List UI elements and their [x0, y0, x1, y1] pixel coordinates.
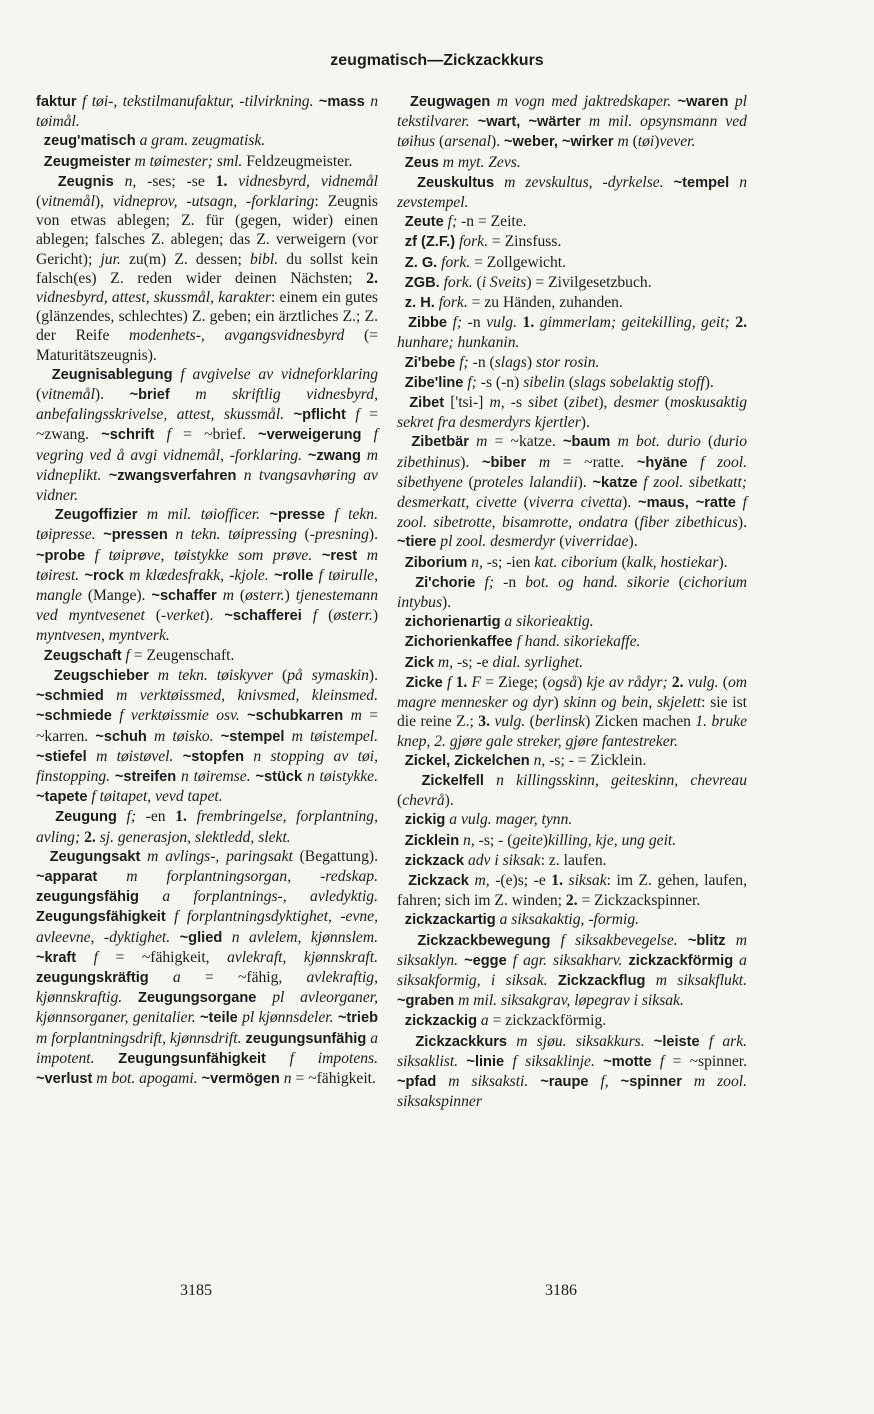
page-header: zeugmatisch—Zickzackkurs — [330, 52, 544, 69]
left-column — [36, 92, 378, 1089]
dictionary-entry: Zeugwagen m vogn med jaktredskaper. ~waren pl tekstilvarer. ~wart, ~wärter m mil. opsynsmann ved tøihus (arsenal). ~weber, ~wirker m (tøi)vever. — [397, 93, 747, 151]
dictionary-entry: Zickzack m, -(e)s; -e 1. siksak: im Z. gehen, laufen, fahren; sich im Z. winden; 2. = Zickzackspinner. — [397, 871, 747, 910]
dictionary-entry: Zeugschaft f = Zeugenschaft. — [43, 646, 235, 664]
dictionary-entry: Ziborium n, -s; -ien kat. ciborium (kalk, hostiekar). — [404, 553, 728, 571]
dictionary-entry: Zeuskultus m zevskultus, -dyrkelse. ~tempel n zevstempel. — [397, 173, 748, 212]
dictionary-entry: Zi'bebe f; -n (slags) stor rosin. — [404, 353, 600, 371]
dictionary-entry: faktur f tøi-, tekstilmanufaktur, -tilvirkning. ~mass n tøimål. — [36, 93, 378, 131]
right-column — [397, 92, 747, 1111]
dictionary-entry: Zeugnis n, -ses; -se 1. vidnesbyrd, vidnemål (vitnemål), vidneprov, -utsagn, -forklaring: Zeugnis von etwas ablegen; Z. für (gegen, wider) einen ablegen; falsches Z. ablegen; das Z. verweigern (vor Gericht); jur. zu(m) Z. dessen; bibl. du sollst kein falsch(es) Z. reden wider deinen Nächsten; 2. vidnesbyrd, attest, skussmål, karakter: einem ein gutes (glänzendes, schlechtes) Z. geben; ein ärztliches Z.; Z. der Reife modenhets-, avgangsvidnesbyrd (= Maturitätszeugnis). — [36, 172, 378, 364]
dictionary-entry: Zeus m myt. Zevs. — [404, 153, 521, 171]
dictionary-entry: Zick m, -s; -e dial. syrlighet. — [404, 653, 584, 671]
dictionary-entry: Zibet ['tsi-] m, -s sibet (zibet), desmer (moskusaktig sekret fra desmerdyrs kjertler). — [397, 394, 748, 432]
dictionary-entry: Zickelfell n killingsskinn, geiteskinn, chevreau (chevrå). — [397, 771, 747, 810]
dictionary-entry: zickzackartig a siksakaktig, -formig. — [404, 911, 640, 929]
dictionary-entry: Zeugoffizier m mil. tøiofficer. ~presse f tekn. tøipresse. ~pressen n tekn. tøipressing (-presning). ~probe f tøiprøve, tøistykke som prøve. ~rest m tøirest. ~rock m klædesfrakk, -kjole. ~rolle f tøirulle, mangle (Mange). ~schaffer m (østerr.) tjenestemann ved myntvesenet (-verket). ~schafferei f (østerr.) myntvesen, myntverk. — [36, 506, 379, 645]
dictionary-entry: Zeugschieber m tekn. tøiskyver (på symaskin). ~schmied m verktøissmed, knivsmed, kleinsmed. ~schmiede f verktøissmie osv. ~schubkarren m = ~karren. ~schuh m tøisko. ~stempel m tøistempel. ~stiefel m tøistøvel. ~stopfen n stopping av tøi, finstopping. ~streifen n tøiremse. ~stück n tøistykke. ~tapete f tøitapet, vevd tapet. — [36, 666, 379, 806]
dictionary-entry: Zi'chorie f; -n bot. og hand. sikorie (cichorium intybus). — [397, 573, 748, 612]
dictionary-entry: Zeute f; -n = Zeite. — [404, 213, 527, 231]
dictionary-entry: Zeugung f; -en 1. frembringelse, forplantning, avling; 2. sj. generasjon, slektledd, slekt. — [36, 808, 379, 846]
dictionary-entry: zickig a vulg. mager, tynn. — [404, 811, 573, 829]
dictionary-entry: z. H. fork. = zu Händen, zuhanden. — [404, 294, 623, 312]
dictionary-entry: ZGB. fork. (i Sveits) = Zivilgesetzbuch. — [404, 273, 652, 291]
dictionary-entry: Zickzackbewegung f siksakbevegelse. ~blitz m siksaklyn. ~egge f agr. siksakharv. zickzackförmig a siksakformig, i siksak. Zickzackflug m siksakflukt. ~graben m mil. siksakgrav, løpegrav i siksak. — [397, 931, 748, 1010]
dictionary-entry: Zibbe f; -n vulg. 1. gimmerlam; geitekilling, geit; 2. hunhare; hunkanin. — [397, 314, 748, 352]
dictionary-entry: Zibe'line f; -s (-n) sibelin (slags sobelaktig stoff). — [404, 373, 714, 391]
dictionary-entry: zf (Z.F.) fork. = Zinsfuss. — [404, 233, 562, 251]
dictionary-entry: Zeugungsakt m avlings-, paringsakt (Begattung). ~apparat m forplantningsorgan, -redskap. zeugungsfähig a forplantnings-, avledyktig. Zeugungsfähigkeit f forplantningsdyktighet, -evne, avleevne, -dyktighet. ~glied n avlelem, kjønnslem. ~kraft f = ~fähigkeit, avlekraft, kjønnskraft. zeugungskräftig a = ~fähig, avlekraftig, kjønnskraftig. Zeugungsorgane pl avleorganer, kjønnsorganer, genitalier. ~teile pl kjønnsdeler. ~trieb m forplantningsdrift, kjønnsdrift. zeugungsunfähig a impotent. Zeugungsunfähigkeit f impotens. ~verlust m bot. apogami. ~vermögen n = ~fähigkeit. — [36, 847, 379, 1087]
dictionary-entry: Zickel, Zickelchen n, -s; - = Zicklein. — [404, 751, 647, 769]
dictionary-entry: zeug'matisch a gram. zeugmatisk. — [43, 132, 266, 150]
page-number-right: 3186 — [545, 1282, 577, 1299]
dictionary-entry: Zichorienkaffee f hand. sikoriekaffe. — [404, 633, 641, 651]
dictionary-entry: Zicke f 1. F = Ziege; (også) kje av rådyr; 2. vulg. (om magre mennesker og dyr) skinn og bein, skjelett: sie ist die reine Z.; 3. vulg. (berlinsk) Zicken machen 1. bruke knep, 2. gjøre gale streker, gjøre fantestreker. — [397, 673, 748, 750]
dictionary-entry: Zickzackkurs m sjøu. siksakkurs. ~leiste f ark. siksaklist. ~linie f siksaklinje. ~motte f = ~spinner. ~pfad m siksaksti. ~raupe f, ~spinner m zool. siksakspinner — [397, 1032, 748, 1111]
dictionary-entry: zickzackig a = zickzackförmig. — [404, 1012, 607, 1030]
dictionary-entry: Zeugmeister m tøimester; sml. Feldzeugmeister. — [43, 152, 353, 170]
dictionary-entry: zickzack adv i siksak: z. laufen. — [404, 851, 607, 869]
dictionary-entry: Zibetbär m = ~katze. ~baum m bot. durio (durio zibethinus). ~biber m = ~ratte. ~hyäne f zool. sibethyene (proteles lalandii). ~katze f zool. sibetkatt; desmerkatt, civette (viverra civetta). ~maus, ~ratte f zool. sibetrotte, bisamrotte, ondatra (fiber zibethicus). ~tiere pl zool. desmerdyr (viverridae). — [397, 433, 748, 551]
dictionary-entry: zichorienartig a sikorieaktig. — [404, 613, 594, 631]
dictionary-entry: Z. G. fork. = Zollgewicht. — [404, 253, 567, 271]
dictionary-entry: Zicklein n, -s; - (geite)killing, kje, ung geit. — [404, 831, 677, 849]
dictionary-entry: Zeugnisablegung f avgivelse av vidneforklaring (vitnemål). ~brief m skriftlig vidnesbyrd, anbefalingsskrivelse, attest, skussmål. ~pflicht f = ~zwang. ~schrift f = ~brief. ~verweigerung f vegring ved å avgi vidnemål, -forklaring. ~zwang m vidneplikt. ~zwangsverfahren n tvangsavhøring av vidner. — [36, 365, 379, 505]
page-number-left: 3185 — [180, 1282, 212, 1299]
